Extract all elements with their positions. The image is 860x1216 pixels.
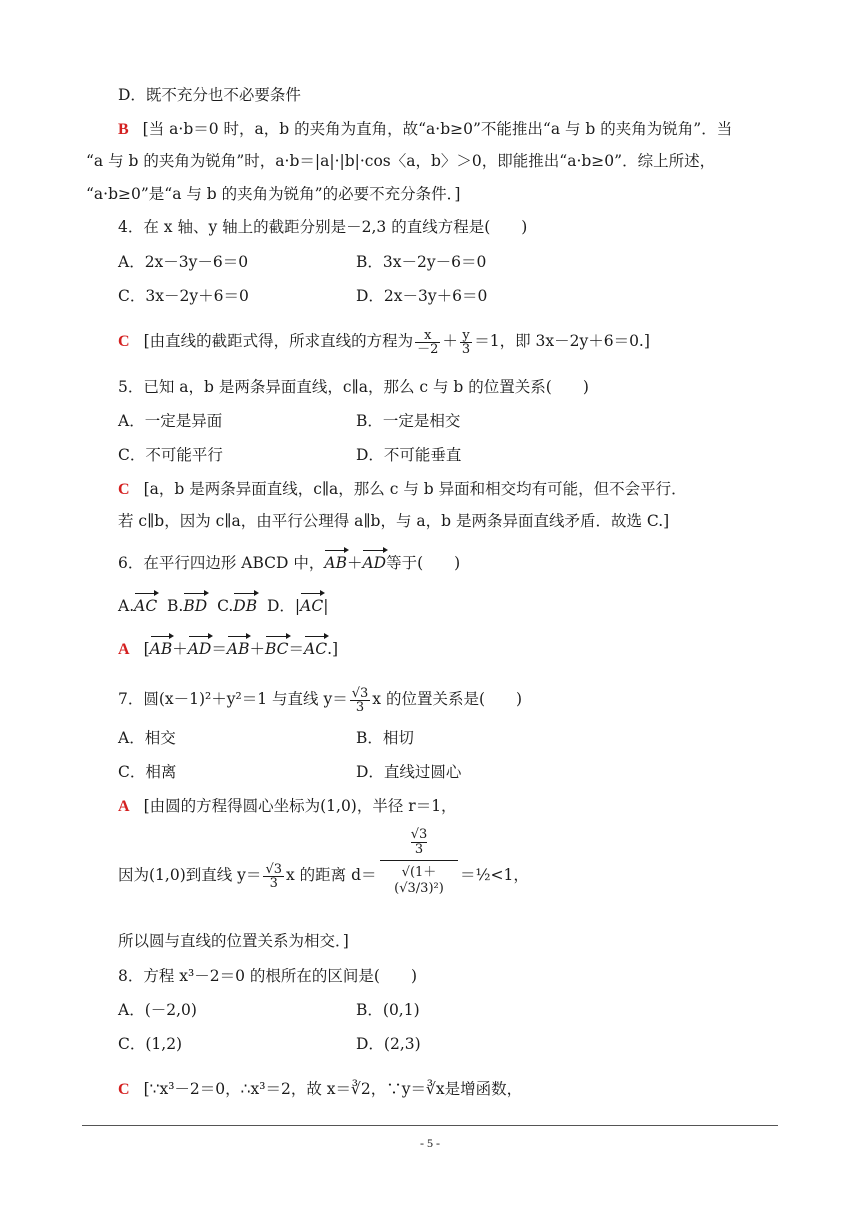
q6-opt-d-label: D．| xyxy=(266,597,301,615)
q7-explanation-line2 xyxy=(118,860,377,890)
q5-option-a: A．一定是异面 xyxy=(118,412,223,430)
q4-option-c: C．3x－2y＋6＝0 xyxy=(118,287,249,305)
q6-opt-a-label: A. xyxy=(118,597,135,615)
vector-ad-exp: AD xyxy=(187,640,212,658)
q7-exp-frac-den: 3 xyxy=(269,875,278,891)
vector-ab-exp2: AB xyxy=(226,640,250,658)
q7-explanation-line3: 所以圆与直线的位置关系为相交．] xyxy=(118,932,349,950)
q5-option-d: D．不可能垂直 xyxy=(356,446,462,464)
q6-exp-eq1: ＝ xyxy=(211,640,227,658)
q5-answer: C xyxy=(118,481,130,498)
q3-option-d: D．既不充分也不必要条件 xyxy=(118,86,301,104)
q7-explanation-text1: [由圆的方程得圆心坐标为(1,0)，半径 r＝1， xyxy=(143,797,457,815)
q4-explanation xyxy=(118,326,650,357)
q6-explanation xyxy=(118,638,338,661)
q7-option-c: C．相离 xyxy=(118,763,177,781)
distance-result: ＝½<1， xyxy=(460,866,529,884)
q8-explanation xyxy=(118,1078,522,1101)
q8-option-d: D．(2,3) xyxy=(356,1035,421,1053)
q7-stem xyxy=(118,682,522,716)
q7-exp2-pre: 因为(1,0)到直线 y＝ xyxy=(118,866,262,884)
q5-stem: 5．已知 a，b 是两条异面直线，c∥a，那么 c 与 b 的位置关系( ) xyxy=(118,378,589,396)
q8-option-a: A．(－2,0) xyxy=(118,1001,197,1019)
vector-ac: AC xyxy=(134,597,158,615)
q4-plus: ＋ xyxy=(442,332,458,350)
q6-exp-plus1: ＋ xyxy=(172,640,188,658)
q7-fraction xyxy=(350,687,371,714)
q7-frac-num: √3 xyxy=(351,685,369,701)
distance-numerator xyxy=(411,828,428,857)
q5-explanation-line1 xyxy=(118,478,687,501)
q7-exp-fraction xyxy=(263,863,284,890)
q4-frac2-den: 3 xyxy=(461,341,471,357)
q6-exp-close: .] xyxy=(327,640,339,658)
vector-bd: BD xyxy=(183,597,208,615)
q6-plus: ＋ xyxy=(346,554,363,572)
q5-option-b: B．一定是相交 xyxy=(356,412,461,430)
q7-exp-frac-num: √3 xyxy=(265,861,282,877)
vector-ac-exp: AC xyxy=(304,640,328,658)
q6-options xyxy=(118,595,328,617)
q4-fraction-y xyxy=(460,329,472,356)
vector-ab-exp: AB xyxy=(149,640,173,658)
q3-answer: B xyxy=(118,121,129,138)
q8-answer: C xyxy=(118,1081,130,1098)
q6-answer: A xyxy=(118,641,130,658)
q4-frac1-den: －2 xyxy=(417,341,439,357)
q7-option-a: A．相交 xyxy=(118,729,176,747)
q6-opt-c-label: C. xyxy=(217,597,234,615)
q4-option-b: B．3x－2y－6＝0 xyxy=(356,253,487,271)
q8-stem: 8．方程 x³－2＝0 的根所在的区间是( ) xyxy=(118,967,417,985)
q3-explanation-text1: [当 a·b＝0 时，a，b 的夹角为直角，故“a·b≥0”不能推出“a 与 b 的夹角为锐角”．当 xyxy=(142,120,733,138)
q4-option-a: A．2x－3y－6＝0 xyxy=(118,253,249,271)
q5-explanation-line2: 若 c∥b，因为 c∥a，由平行公理得 a∥b，与 a，b 是两条异面直线矛盾．故选 C.] xyxy=(118,512,670,530)
vector-ab: AB xyxy=(324,554,347,572)
q6-opt-b-label: B. xyxy=(167,597,184,615)
q5-option-c: C．不可能平行 xyxy=(118,446,223,464)
q3-explanation-line2: “a 与 b 的夹角为锐角”时，a·b＝|a|·|b|·cos〈a，b〉＞0，即能推出“a·b≥0”．综上所述， xyxy=(86,152,716,170)
vector-ad: AD xyxy=(362,554,387,572)
q8-option-b: B．(0,1) xyxy=(356,1001,420,1019)
q7-stem-pre: 7．圆(x－1)²＋y²＝1 与直线 y＝ xyxy=(118,690,348,708)
q7-option-b: B．相切 xyxy=(356,729,414,747)
distance-num-num: √3 xyxy=(410,827,428,842)
q6-stem xyxy=(118,552,460,574)
q7-exp2-mid: x 的距离 d＝ xyxy=(286,866,377,884)
footer-rule xyxy=(82,1125,778,1126)
distance-num-den: 3 xyxy=(414,842,424,857)
q4-fraction-x xyxy=(415,329,440,356)
q6-exp-open: [ xyxy=(143,640,150,658)
distance-denominator: √(1＋(√3/3)²) xyxy=(380,860,458,897)
q6-exp-eq2: ＝ xyxy=(288,640,305,658)
q3-explanation-line3: “a·b≥0”是“a 与 b 的夹角为锐角”的必要不充分条件．] xyxy=(86,185,461,203)
vector-ac-abs: AC xyxy=(300,597,324,615)
q3-explanation-line1 xyxy=(118,118,732,141)
q7-explanation-line1 xyxy=(118,795,457,818)
distance-fraction xyxy=(380,828,458,897)
q4-frac1-num: x xyxy=(415,329,440,343)
q8-option-c: C．(1,2) xyxy=(118,1035,183,1053)
q4-exp-pre: [由直线的截距式得，所求直线的方程为 xyxy=(143,332,414,350)
q8-explanation-text: [∵x³－2＝0，∴x³＝2，故 x＝∛2，∵y＝∛x是增函数， xyxy=(143,1080,523,1098)
q4-stem: 4．在 x 轴、y 轴上的截距分别是－2,3 的直线方程是( ) xyxy=(118,218,528,236)
q7-stem-post: x 的位置关系是( ) xyxy=(372,690,523,708)
q6-stem-post: 等于( ) xyxy=(386,554,461,572)
q4-exp-post: ＝1，即 3x－2y＋6＝0.] xyxy=(474,332,650,350)
q7-option-d: D．直线过圆心 xyxy=(356,763,462,781)
q6-exp-plus2: ＋ xyxy=(249,640,265,658)
vector-bc-exp: BC xyxy=(264,640,289,658)
page-number: - 5 - xyxy=(420,1136,440,1150)
q7-answer: A xyxy=(118,798,130,815)
q4-answer: C xyxy=(118,333,130,350)
vector-db: DB xyxy=(233,597,258,615)
q4-option-d: D．2x－3y＋6＝0 xyxy=(356,287,488,305)
q6-opt-d-end: | xyxy=(323,597,329,615)
q6-stem-pre: 6．在平行四边形 ABCD 中， xyxy=(118,554,325,572)
q5-explanation-text1: [a，b 是两条异面直线，c∥a，那么 c 与 b 异面和相交均有可能，但不会平行． xyxy=(143,480,687,498)
q7-frac-den: 3 xyxy=(355,699,365,715)
q4-frac2-num: y xyxy=(460,329,472,343)
